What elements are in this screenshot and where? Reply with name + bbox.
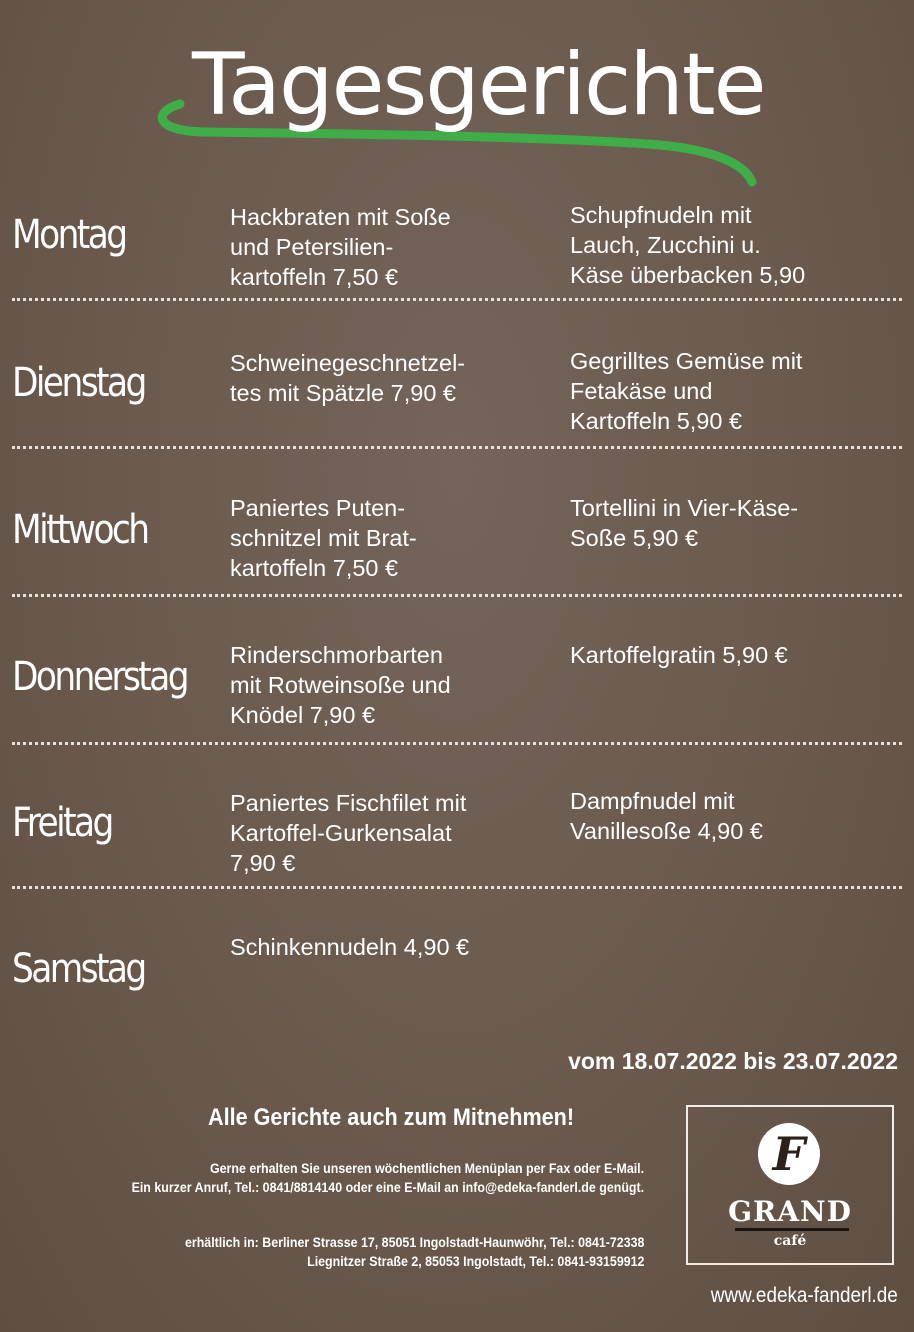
day-name: Mittwoch bbox=[12, 507, 148, 553]
dish-vegetarian: Schupfnudeln mit Lauch, Zucchini u. Käse überbacken 5,90 bbox=[570, 202, 806, 288]
dotted-divider bbox=[12, 594, 902, 597]
contact-line-2 bbox=[131, 1178, 644, 1197]
website-link[interactable]: www.edeka-fanderl.de bbox=[710, 1284, 898, 1307]
logo-letter-icon: F bbox=[758, 1123, 820, 1185]
day-name: Freitag bbox=[12, 800, 112, 846]
dish-main: Hackbraten mit Soße und Petersilien- kartoffeln 7,50 € bbox=[230, 204, 451, 290]
location-line-2: Liegnitzer Straße 2, 85053 Ingolstadt, Tel.: 0841-93159912 bbox=[306, 1254, 644, 1269]
dish-main: Paniertes Fischfilet mit Kartoffel-Gurkensalat 7,90 € bbox=[230, 790, 467, 876]
date-range: vom 18.07.2022 bis 23.07.2022 bbox=[568, 1048, 898, 1074]
dotted-divider bbox=[12, 886, 902, 889]
dotted-divider bbox=[12, 298, 902, 301]
dish-vegetarian: Tortellini in Vier-Käse- Soße 5,90 € bbox=[570, 495, 799, 551]
dotted-divider bbox=[12, 446, 902, 449]
email-link[interactable]: info@edeka-fanderl.de bbox=[462, 1180, 596, 1195]
page-title: Tagesgerichte bbox=[192, 35, 765, 135]
day-name: Montag bbox=[12, 212, 126, 258]
day-name: Samstag bbox=[12, 946, 145, 992]
day-name: Donnerstag bbox=[12, 654, 187, 700]
dish-main: Schinkennudeln 4,90 € bbox=[230, 934, 470, 960]
dish-main: Schweinegeschnetzel- tes mit Spätzle 7,90 € bbox=[230, 350, 466, 406]
takeaway-notice: Alle Gerichte auch zum Mitnehmen! bbox=[208, 1104, 575, 1131]
location-line-1: erhältlich in: Berliner Strasse 17, 85051 Ingolstadt-Haunwöhr, Tel.: 0841-72338 bbox=[184, 1235, 644, 1250]
contact-info bbox=[131, 1159, 644, 1197]
dish-vegetarian: Dampfnudel mit Vanillesoße 4,90 € bbox=[570, 788, 763, 844]
logo-divider bbox=[735, 1228, 849, 1231]
day-name: Dienstag bbox=[12, 360, 145, 406]
contact-line-2-prefix: Ein kurzer Anruf, Tel.: 0841/8814140 oder eine E-Mail an bbox=[131, 1180, 463, 1195]
contact-line-1: Gerne erhalten Sie unseren wöchentlichen Menüplan per Fax oder E-Mail. bbox=[209, 1161, 644, 1176]
logo-name: GRAND bbox=[728, 1195, 852, 1228]
grand-cafe-logo bbox=[686, 1105, 894, 1265]
dish-vegetarian: Kartoffelgratin 5,90 € bbox=[570, 642, 788, 668]
locations-info bbox=[185, 1233, 644, 1271]
dotted-divider bbox=[12, 742, 902, 745]
dish-main: Paniertes Puten- schnitzel mit Brat- kartoffeln 7,50 € bbox=[230, 495, 417, 581]
logo-subtitle: café bbox=[773, 1233, 807, 1249]
dish-vegetarian: Gegrilltes Gemüse mit Fetakäse und Kartoffeln 5,90 € bbox=[570, 348, 803, 434]
dish-main: Rinderschmorbarten mit Rotweinsoße und Knödel 7,90 € bbox=[230, 642, 451, 728]
contact-line-2-suffix: genügt. bbox=[595, 1180, 644, 1195]
